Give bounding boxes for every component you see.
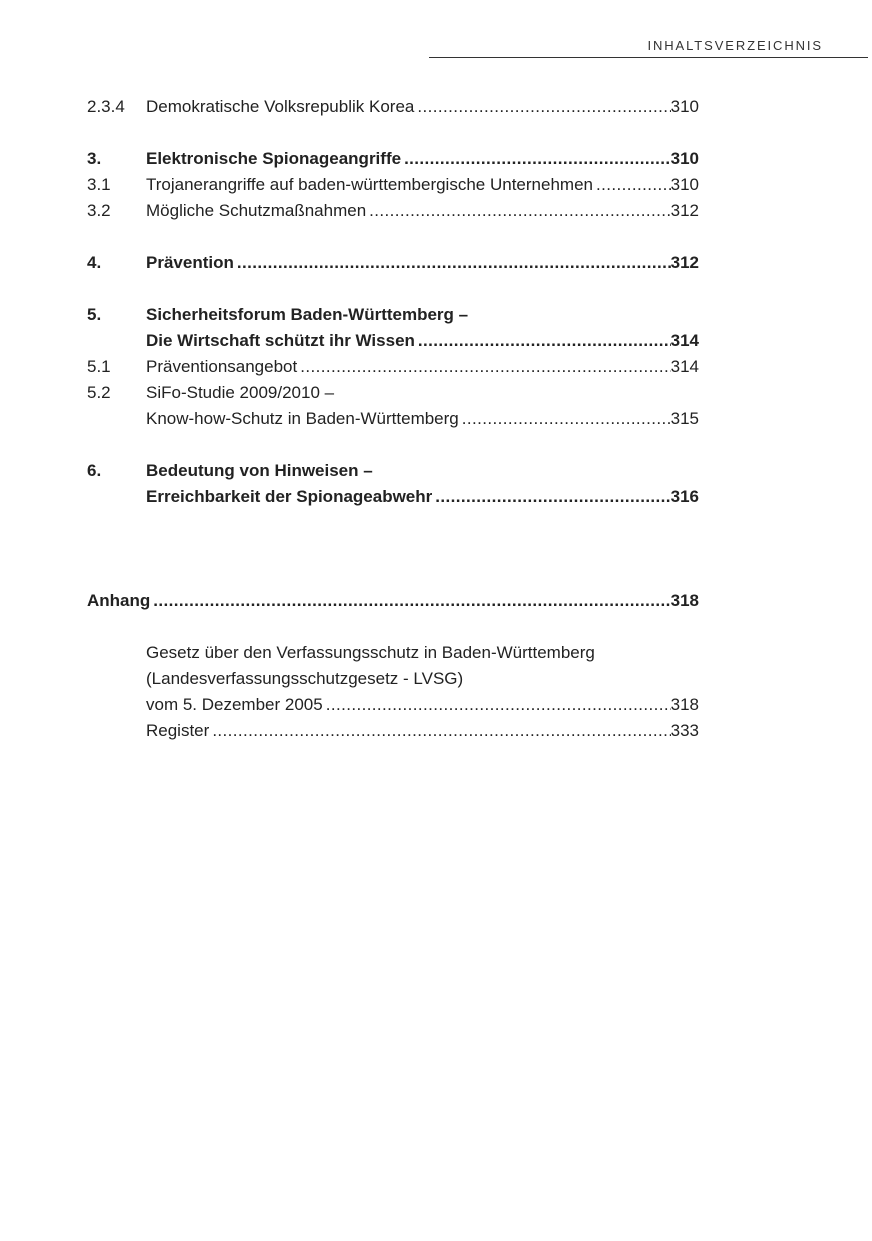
toc-title: Anhang bbox=[87, 591, 151, 610]
toc-title: Trojanerangriffe auf baden-württembergische Unternehmen bbox=[146, 175, 593, 194]
toc-number: 5. bbox=[87, 305, 102, 324]
toc-title: Register bbox=[146, 721, 210, 740]
leader-dots bbox=[212, 718, 670, 744]
toc-entry-5-1[interactable] bbox=[87, 354, 699, 380]
toc-number: 2.3.4 bbox=[87, 97, 125, 116]
toc-title: Know-how-Schutz in Baden-Württemberg bbox=[146, 409, 459, 428]
leader-dots bbox=[435, 484, 670, 510]
leader-dots bbox=[462, 406, 671, 432]
toc-number: 3.2 bbox=[87, 201, 111, 220]
toc-page: 310 bbox=[670, 97, 699, 116]
header-rule bbox=[429, 57, 868, 58]
toc-entry-2-3-4[interactable] bbox=[87, 94, 699, 120]
toc-entry-register[interactable] bbox=[87, 718, 699, 744]
toc-title: (Landesverfassungsschutzgesetz - LVSG) bbox=[146, 669, 464, 688]
leader-dots bbox=[417, 94, 670, 120]
toc-entry-gesetz-line3[interactable] bbox=[87, 692, 699, 718]
toc-entry-5[interactable] bbox=[87, 302, 699, 328]
toc-title: Gesetz über den Verfassungsschutz in Baden-Württemberg bbox=[146, 643, 595, 662]
toc-number: 4. bbox=[87, 253, 102, 272]
leader-dots bbox=[300, 354, 670, 380]
toc-entry-6-continued[interactable] bbox=[87, 484, 699, 510]
toc-entry-4[interactable] bbox=[87, 250, 699, 276]
toc-entry-gesetz-line2[interactable] bbox=[87, 666, 699, 692]
toc-title: Demokratische Volksrepublik Korea bbox=[146, 97, 415, 116]
toc-title: Sicherheitsforum Baden-Württemberg – bbox=[146, 305, 469, 324]
toc-title: Elektronische Spionageangriffe bbox=[146, 149, 402, 168]
toc-page: 333 bbox=[670, 721, 699, 740]
toc-entry-6[interactable] bbox=[87, 458, 699, 484]
leader-dots bbox=[596, 172, 671, 198]
toc-entry-3-2[interactable] bbox=[87, 198, 699, 224]
toc-page: 315 bbox=[670, 409, 699, 428]
toc-page: 314 bbox=[670, 331, 699, 350]
toc-page: 312 bbox=[670, 201, 699, 220]
toc-title: SiFo-Studie 2009/2010 – bbox=[146, 383, 335, 402]
toc-entry-gesetz[interactable] bbox=[87, 640, 699, 666]
toc-entry-anhang[interactable] bbox=[87, 588, 699, 614]
toc-page: 310 bbox=[670, 175, 699, 194]
leader-dots bbox=[418, 328, 671, 354]
toc-title: Prävention bbox=[146, 253, 234, 272]
toc-number: 5.2 bbox=[87, 383, 111, 402]
toc-page: 316 bbox=[670, 487, 699, 506]
toc-entry-5-2-continued[interactable] bbox=[87, 406, 699, 432]
toc-title: vom 5. Dezember 2005 bbox=[146, 695, 323, 714]
toc-number: 5.1 bbox=[87, 357, 111, 376]
leader-dots bbox=[404, 146, 671, 172]
toc-entry-3-1[interactable] bbox=[87, 172, 699, 198]
toc-entry-5-continued[interactable] bbox=[87, 328, 699, 354]
leader-dots bbox=[237, 250, 671, 276]
toc-title: Präventionsangebot bbox=[146, 357, 298, 376]
leader-dots bbox=[153, 588, 670, 614]
toc-title: Bedeutung von Hinweisen – bbox=[146, 461, 373, 480]
toc-entry-3[interactable] bbox=[87, 146, 699, 172]
toc-page: 310 bbox=[670, 149, 699, 168]
toc-title: Mögliche Schutzmaßnahmen bbox=[146, 201, 367, 220]
toc-number: 3. bbox=[87, 149, 102, 168]
toc-page: 318 bbox=[670, 591, 699, 610]
table-of-contents bbox=[87, 94, 699, 744]
toc-page: 318 bbox=[670, 695, 699, 714]
toc-page: 312 bbox=[670, 253, 699, 272]
toc-title: Die Wirtschaft schützt ihr Wissen bbox=[146, 331, 415, 350]
toc-entry-5-2[interactable] bbox=[87, 380, 699, 406]
leader-dots bbox=[326, 692, 671, 718]
toc-number: 6. bbox=[87, 461, 102, 480]
toc-number: 3.1 bbox=[87, 175, 111, 194]
toc-page: 314 bbox=[670, 357, 699, 376]
toc-title: Erreichbarkeit der Spionageabwehr bbox=[146, 487, 433, 506]
running-header: INHALTSVERZEICHNIS bbox=[647, 38, 823, 53]
leader-dots bbox=[369, 198, 670, 224]
